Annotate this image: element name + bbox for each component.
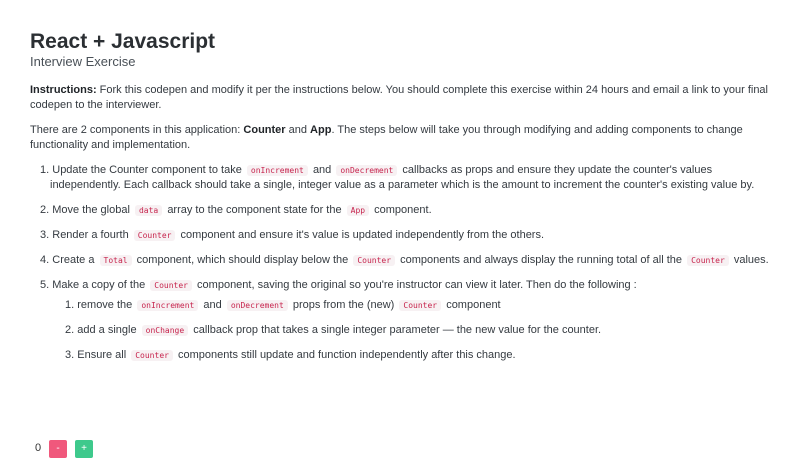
substep-text: add a single (77, 324, 137, 336)
step-text: and (312, 164, 332, 176)
substeps-list (40, 298, 770, 363)
substep-3 (65, 348, 770, 363)
step-number: 5. (40, 279, 50, 291)
step-number: 4. (40, 254, 50, 266)
step-text: values. (733, 254, 769, 266)
step-3 (40, 228, 770, 243)
step-text: Make a copy of the (52, 279, 146, 291)
step-number: 2. (40, 204, 50, 216)
substep-number: 1. (65, 299, 75, 311)
counter-label: Counter (243, 124, 286, 136)
instructions-text: Fork this codepen and modify it per the instructions below. You should complete this exercise within 24 hours and email a link to your final codepen to the interviewer. (30, 84, 768, 111)
substep-text: and (203, 299, 222, 311)
step-text: component. (374, 204, 432, 216)
code-snippet: onDecrement (227, 300, 288, 311)
instructions-paragraph (30, 83, 770, 113)
substep-text: Ensure all (77, 349, 127, 361)
code-snippet: onDecrement (336, 165, 397, 176)
code-snippet: Counter (150, 280, 192, 291)
step-text: Move the global (52, 204, 130, 216)
code-snippet: Counter (134, 230, 176, 241)
substep-text: remove the (77, 299, 133, 311)
substep-number: 3. (65, 349, 75, 361)
code-snippet: data (135, 205, 162, 216)
page-title: React + Javascript (30, 30, 216, 53)
substep-text: props from the (new) (292, 299, 395, 311)
code-snippet: App (347, 205, 369, 216)
step-4 (40, 253, 770, 268)
substep-1 (65, 298, 770, 313)
decrement-button[interactable]: - (49, 440, 67, 458)
step-text: Update the Counter component to take (52, 164, 242, 176)
counter (35, 440, 95, 458)
step-text: components and always display the running total of all the (400, 254, 682, 266)
step-text: component and ensure it's value is updated independently from the others. (180, 229, 545, 241)
instructions-label: Instructions: (30, 84, 97, 96)
substep-number: 2. (65, 324, 75, 336)
code-snippet: onChange (142, 325, 189, 336)
page-subtitle: Interview Exercise (30, 54, 136, 69)
code-snippet: Counter (687, 255, 729, 266)
substep-text: component (446, 299, 501, 311)
components-text: . The steps below will take you through modifying and adding components to change functionality and implementation. (30, 124, 743, 151)
code-snippet: Counter (131, 350, 173, 361)
code-snippet: Total (100, 255, 132, 266)
step-number: 1. (40, 164, 50, 176)
step-number: 3. (40, 229, 50, 241)
substep-2 (65, 323, 770, 338)
step-5 (40, 278, 770, 363)
increment-button[interactable]: + (75, 440, 93, 458)
step-text: component, saving the original so you're instructor can view it later. Then do the following : (197, 279, 637, 291)
code-snippet: onIncrement (247, 165, 308, 176)
code-snippet: Counter (353, 255, 395, 266)
steps-list (30, 163, 770, 363)
substep-text: callback prop that takes a single integer parameter — the new value for the counter. (193, 324, 602, 336)
components-text: and (285, 124, 311, 136)
app-label: App (310, 124, 332, 136)
step-text: array to the component state for the (167, 204, 342, 216)
counter-value: 0 (35, 442, 42, 454)
substep-text: components still update and function independently after this change. (178, 349, 516, 361)
code-snippet: Counter (399, 300, 441, 311)
code-snippet: onIncrement (137, 300, 198, 311)
components-text: There are 2 components in this application: (30, 124, 244, 136)
step-text: Render a fourth (52, 229, 129, 241)
step-1 (40, 163, 770, 193)
step-2 (40, 203, 770, 218)
components-paragraph (30, 123, 770, 153)
step-text: Create a (52, 254, 95, 266)
step-text: callbacks as props and ensure they update the counter's values independently. Each callback should take a single, integer value as a parameter which is the amount to increment the counter's existing value by. (50, 164, 755, 191)
step-text: component, which should display below the (136, 254, 349, 266)
